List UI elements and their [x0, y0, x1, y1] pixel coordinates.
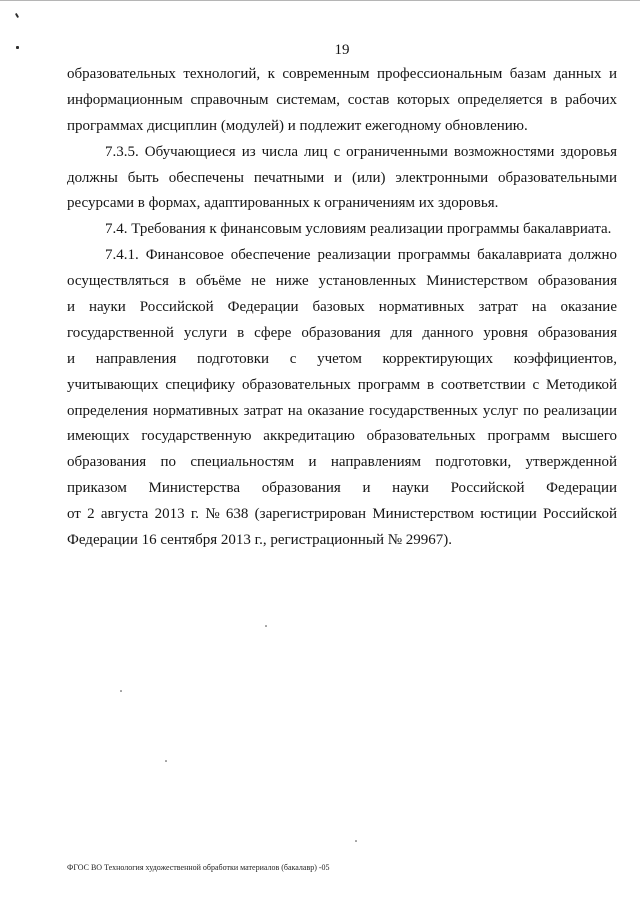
text-line: 7.4.1. Финансовое обеспечение реализации программы бакалавриата должно [105, 247, 617, 264]
scan-speck [165, 760, 167, 762]
scan-edge [0, 0, 640, 1]
body-text [67, 62, 617, 554]
text-line: имеющих государственную аккредитацию образовательных программ высшего [67, 428, 617, 445]
text-line: ресурсами в формах, адаптированных к ограничениям их здоровья. [67, 195, 499, 212]
scan-speck [265, 625, 267, 627]
text-line: определения нормативных затрат на оказание государственных услуг по реализации [67, 402, 617, 419]
text-line: осуществляться в объёме не ниже установленных Министерством образования [67, 273, 617, 290]
scan-speck [355, 840, 357, 842]
text-line: государственной услуги в сфере образования для данного уровня образования [67, 324, 617, 341]
scan-mark [16, 46, 19, 49]
text-line: должны быть обеспечены печатными и (или) электронными образовательными [67, 169, 617, 186]
text-line: и направления подготовки с учетом корректирующих коэффициентов, [67, 350, 617, 367]
paragraph [67, 62, 617, 140]
scan-mark [15, 13, 19, 18]
paragraph-7-3-5 [67, 140, 617, 218]
text-line: образовательных технологий, к современным профессиональным базам данных и [67, 66, 617, 82]
page-number: 19 [334, 42, 350, 58]
text-line: программах дисциплин (модулей) и подлежит ежегодному обновлению. [67, 117, 528, 134]
scan-speck [120, 690, 122, 692]
text-line: образования по специальностям и направлениям подготовки, утвержденной [67, 454, 617, 471]
text-line: Федерации 16 сентября 2013 г., регистрационный № 29967). [67, 532, 453, 549]
paragraph-7-4-1 [67, 243, 617, 554]
text-line: от 2 августа 2013 г. № 638 (зарегистрирован Министерством юстиции Российской [67, 506, 617, 523]
text-line: приказом Министерства образования и науки Российской Федерации [67, 480, 617, 497]
text-line: информационным справочным системам, состав которых определяется в рабочих [67, 91, 617, 108]
text-line: учитывающих специфику образовательных программ в соответствии с Методикой [67, 376, 617, 393]
text-line: 7.4. Требования к финансовым условиям реализации программы бакалавриата. [105, 221, 612, 238]
footer-text: ФГОС ВО Технология художественной обработки материалов (бакалавр) -05 [67, 863, 330, 872]
section-heading-7-4 [67, 217, 617, 243]
text-line: 7.3.5. Обучающиеся из числа лиц с ограниченными возможностями здоровья [105, 143, 617, 160]
text-line: и науки Российской Федерации базовых нормативных затрат на оказание [67, 299, 617, 316]
